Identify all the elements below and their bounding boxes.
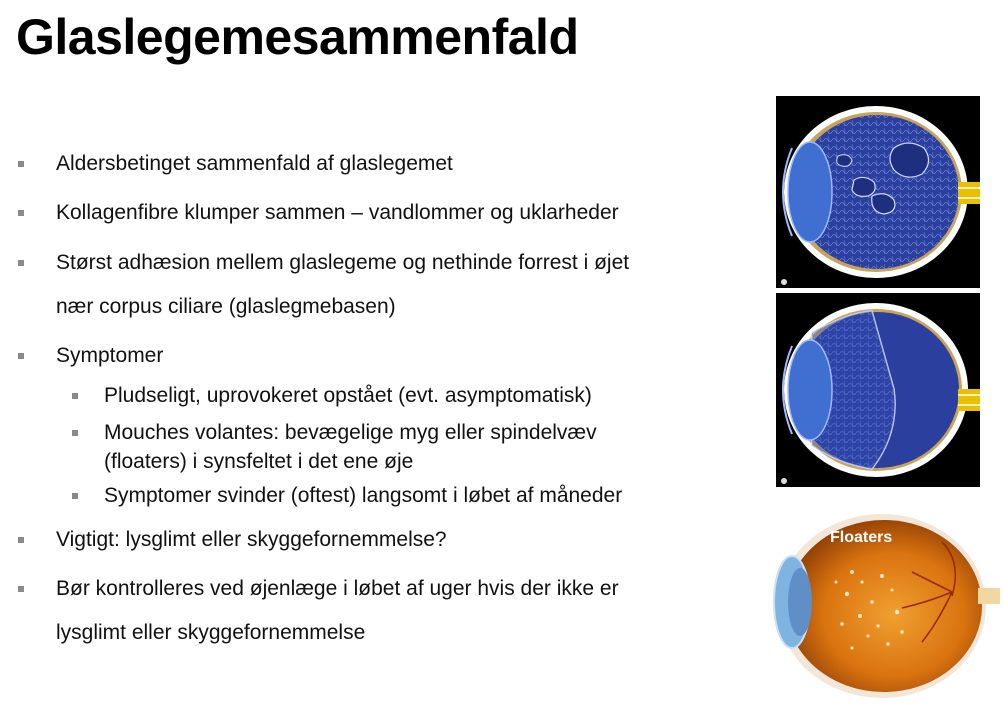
floaters-label: Floaters bbox=[830, 529, 893, 546]
bullet-text: Mouches volantes: bevægelige myg eller spindelvæv bbox=[104, 421, 597, 444]
bullet-continuation: lysglimt eller skyggefornemmelse bbox=[56, 621, 366, 644]
bullet-text: Størst adhæsion mellem glaslegeme og nethinde forrest i øjet bbox=[56, 251, 630, 274]
eye-diagram-b bbox=[776, 293, 980, 487]
bullet-item bbox=[56, 577, 619, 601]
bullet-text: Aldersbetinget sammenfald af glaslegemet bbox=[56, 152, 453, 175]
bullet-text: Pludseligt, uprovokeret opstået (evt. asymptomatisk) bbox=[104, 384, 592, 407]
sub-bullet-item bbox=[104, 421, 597, 445]
bullet-text: Symptomer bbox=[56, 344, 164, 367]
bullet-marker bbox=[18, 586, 24, 592]
bullet-continuation: nær corpus ciliare (glaslegmebasen) bbox=[56, 295, 396, 318]
bullet-text: Symptomer svinder (oftest) langsomt i løbet af måneder bbox=[104, 484, 623, 507]
bullet-marker bbox=[72, 393, 78, 399]
bullet-marker bbox=[18, 260, 24, 266]
bullet-item bbox=[56, 344, 163, 368]
bullet-marker bbox=[18, 537, 24, 543]
bullet-marker bbox=[18, 210, 24, 216]
bullet-text: Vigtigt: lysglimt eller skyggefornemmelse? bbox=[56, 528, 447, 551]
bullet-text: Kollagenfibre klumper sammen – vandlommer og uklarheder bbox=[56, 201, 619, 224]
bullet-item bbox=[56, 201, 619, 225]
sub-bullet-item bbox=[104, 384, 592, 408]
bullet-item bbox=[56, 251, 629, 275]
bullet-item bbox=[56, 528, 447, 552]
bullet-marker bbox=[18, 161, 24, 167]
bullet-marker bbox=[72, 430, 78, 436]
floaters-eye-illustration bbox=[752, 512, 1000, 708]
bullet-marker bbox=[18, 353, 24, 359]
eye-diagram-a bbox=[776, 96, 980, 288]
bullet-item bbox=[56, 152, 453, 176]
bullet-continuation: (floaters) i synsfeltet i det ene øje bbox=[104, 450, 414, 473]
page-title: Glaslegemesammenfald bbox=[16, 9, 579, 65]
bullet-text: Bør kontrolleres ved øjenlæge i løbet af uger hvis der ikke er bbox=[56, 577, 619, 600]
sub-bullet-item bbox=[104, 484, 622, 508]
bullet-marker bbox=[72, 493, 78, 499]
